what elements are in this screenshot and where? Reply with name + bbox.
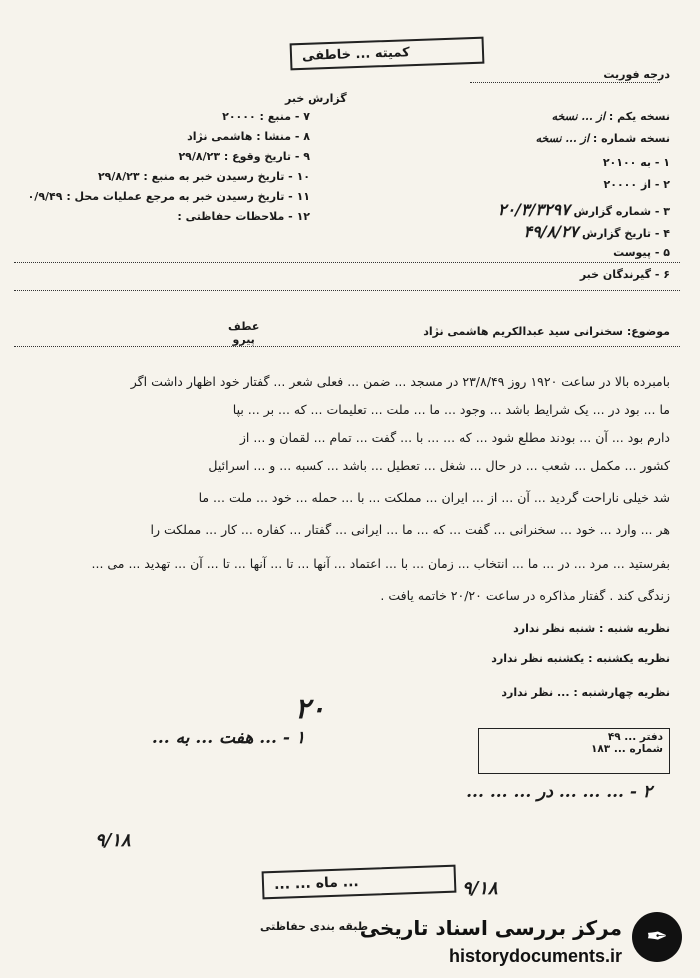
right-fields bbox=[340, 110, 670, 290]
field-row: ۲ - از ۲۰۰۰۰ bbox=[603, 178, 670, 191]
field-row: نسخه شماره : از ... نسخه bbox=[535, 132, 670, 145]
subject-side: عطف پیرو bbox=[228, 320, 260, 346]
divider bbox=[14, 290, 680, 291]
archive-logo-icon: ✒ bbox=[632, 912, 682, 962]
body-line: شد خیلی ناراحت گردید ... آن ... از ... ایران ... مملکت ... با ... حمله ... خود ... ملت ... ما bbox=[198, 490, 670, 505]
divider bbox=[470, 82, 660, 83]
field-row: ۱۱ - تاریخ رسیدن خبر به مرجع عملیات محل : ۰/۹/۴۹ bbox=[27, 190, 310, 203]
handwritten-date: ۹/۱۸ bbox=[95, 830, 131, 851]
divider bbox=[14, 262, 680, 263]
registration-box: دفتر ... ۴۹ شماره ... ۱۸۳ bbox=[478, 728, 670, 774]
body-line: بامبرده بالا در ساعت ۱۹۲۰ روز ۲۳/۸/۴۹ در مسجد ... ضمن ... فعلی شعر ... گفتار خود اظهار داشت اگر bbox=[130, 374, 670, 389]
body-line: بفرستید ... مرد ... در ... ما ... انتخاب ... زمان ... با ... اعتماد ... آنها ... تا ... آنها ... تا ... آن ... تهدید ... می ... bbox=[91, 556, 670, 571]
field-row: ۸ - منشا : هاشمی نژاد bbox=[187, 130, 310, 143]
classification-label: درجه فوریت bbox=[603, 68, 670, 81]
body-line: ما ... بود در ... یک شرایط باشد ... وجود ... ما ... ملت ... تعلیمات ... که ... بر ... بپا bbox=[232, 402, 670, 417]
field-row: ۱ - به ۲۰۱۰۰ bbox=[602, 156, 670, 169]
body-line: زندگی کند . گفتار مذاکره در ساعت ۲۰/۲۰ خاتمه یافت . bbox=[380, 588, 670, 603]
field-row: ۱۲ - ملاحظات حفاظتی : bbox=[177, 210, 310, 223]
bottom-stamp: ... ... ماه ... bbox=[262, 865, 457, 900]
field-row: ۴ - تاریخ گزارش ۴۹/۸/۲۷ bbox=[523, 222, 670, 241]
watermark-title: مرکز بررسی اسناد تاریخی bbox=[359, 916, 622, 940]
field-row: ۹ - تاریخ وقوع : ۲۹/۸/۲۳ bbox=[178, 150, 310, 163]
body-line: دارم بود ... آن ... بودند مطلع شود ... که ... ... با ... گفت ... تمام ... لقمان و ... از bbox=[239, 430, 670, 445]
body-line: کشور ... مکمل ... شعب ... در حال ... شغل ... تعطیل ... باشد ... کسبه ... و ... اسرائیل bbox=[208, 458, 670, 473]
handwritten-line: ۲ - ... ... ... در ... ... ... bbox=[466, 782, 652, 802]
field-row: ۵ - پیوست bbox=[613, 246, 670, 259]
field-row: ۷ - منبع : ۲۰۰۰۰ bbox=[222, 110, 310, 123]
field-row: ۶ - گیرندگان خبر bbox=[579, 268, 670, 281]
subject-line: موضوع: سخنرانی سید عبدالکریم هاشمی نژاد bbox=[423, 325, 670, 338]
handwritten-mark: ۲۰ bbox=[295, 692, 326, 725]
top-stamp: کمیته ... خاطفی bbox=[290, 37, 485, 71]
footer-label: طبقه بندی حفاظتی bbox=[260, 920, 369, 933]
body-line: هر ... وارد ... خود ... سخنرانی ... گفت ... که ... ما ... ایرانی ... گفتار ... کفاره ... کار ... مملکت را bbox=[150, 522, 670, 537]
note-line: نظریه شنبه : شنبه نظر ندارد bbox=[513, 622, 670, 635]
field-row: نسخه یکم : از ... نسخه bbox=[551, 110, 670, 123]
report-label: گزارش خبر bbox=[285, 92, 347, 105]
watermark-url: historydocuments.ir bbox=[448, 946, 622, 966]
divider bbox=[14, 346, 680, 347]
note-line: نظریه چهارشنبه : ... نظر ندارد bbox=[501, 686, 670, 699]
left-fields bbox=[20, 110, 310, 230]
field-row: ۳ - شماره گزارش ۲۰/۳/۳۲۹۷ bbox=[497, 200, 670, 219]
handwritten-line: ۱ - ... هفت ... به ... bbox=[151, 728, 305, 748]
field-row: ۱۰ - تاریخ رسیدن خبر به منبع : ۲۹/۸/۲۳ bbox=[97, 170, 310, 183]
note-line: نظریه یکشنبه : یکشنبه نظر ندارد bbox=[491, 652, 670, 665]
bottom-date: ۹/۱۸ bbox=[462, 878, 498, 899]
